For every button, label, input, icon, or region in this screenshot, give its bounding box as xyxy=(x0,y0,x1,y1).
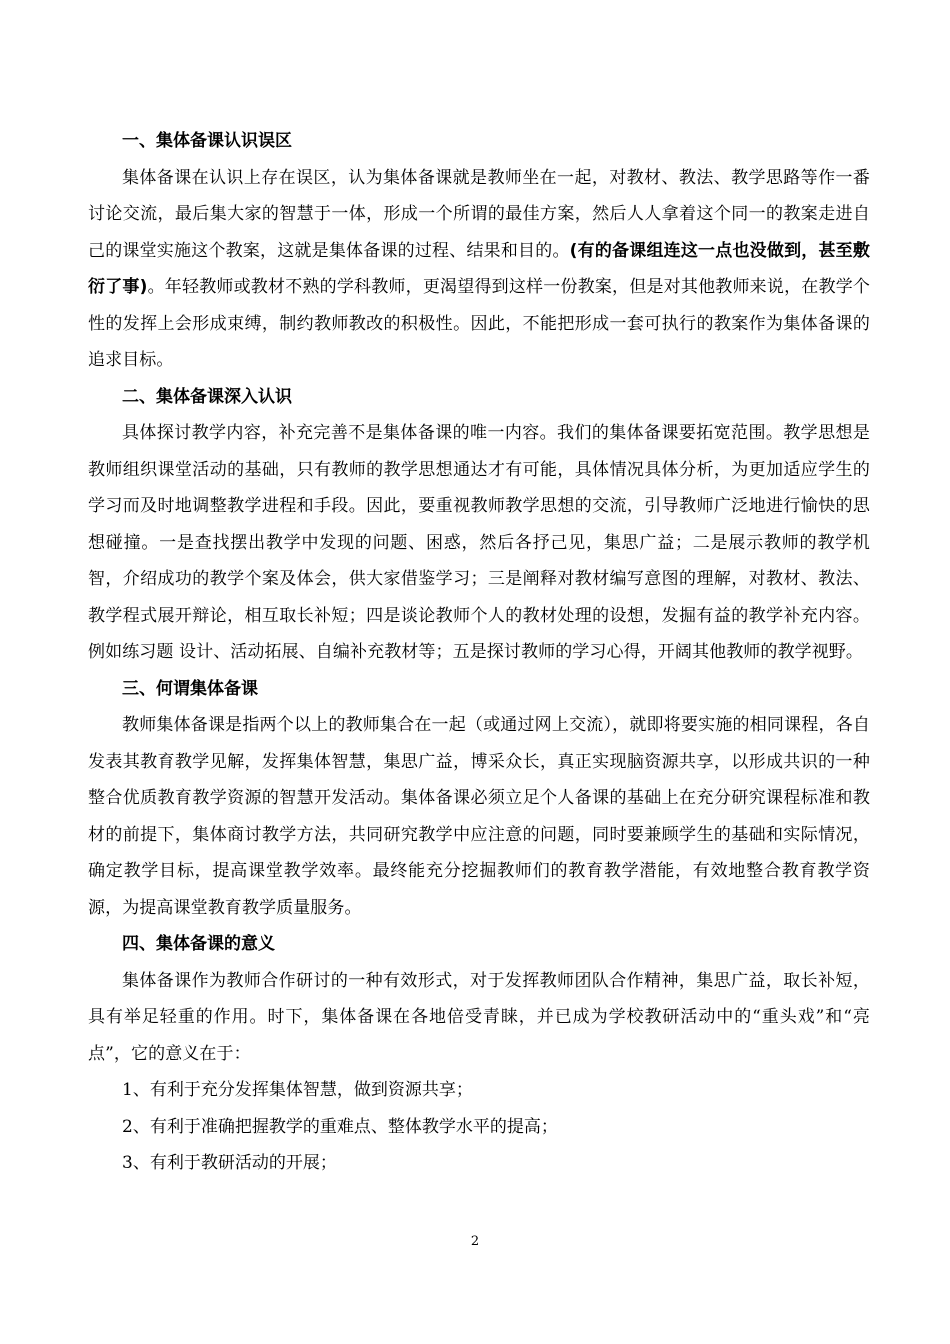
paragraph-text: 。年轻教师或教材不熟的学科教师，更渴望得到这样一份教案，但是对其他教师来说，在教学个性的发挥上会形成束缚，制约教师教改的积极性。因此，不能把形成一套可执行的教案作为集体备课的追求目标。 xyxy=(88,277,870,370)
bold-remark: (有的备课组连这一点也没做到，甚至敷衍了事) xyxy=(88,240,870,297)
list-item: 3、有利于教研活动的开展； xyxy=(122,1153,337,1173)
page-number: 2 xyxy=(470,1234,480,1249)
section-heading-1: 一、集体备课认识误区 xyxy=(122,131,292,151)
list-item: 1、有利于充分发挥集体智慧，做到资源共享； xyxy=(122,1080,473,1100)
section-heading-3: 三、何谓集体备课 xyxy=(122,678,258,699)
section-heading-2: 二、集体备课深入认识 xyxy=(122,386,292,407)
section-paragraph-1 xyxy=(88,160,870,379)
paragraph-text: 集体备课在认识上存在误区，认为集体备课就是教师坐在一起，对教材、教法、教学思路等作一番讨论交流，最后集大家的智慧于一体，形成一个所谓的最佳方案，然后人人拿着这个同一的教案走进自己的课堂实施这个教案，这就是集体备课的过程、结果和目的。 xyxy=(88,167,870,261)
section-heading-4: 四、集体备课的意义 xyxy=(122,934,275,954)
section-paragraph-4: 集体备课作为教师合作研讨的一种有效形式，对于发挥教师团队合作精神，集思广益，取长补短，具有举足轻重的作用。时下，集体备课在各地倍受青睐，并已成为学校教研活动中的“重头戏”和“亮点”，它的意义在于： xyxy=(88,970,870,1064)
document-body xyxy=(88,123,870,1182)
section-paragraph-3: 教师集体备课是指两个以上的教师集合在一起（或通过网上交流），就即将要实施的相同课程，各自发表其教育教学见解，发挥集体智慧，集思广益，博采众长，真正实现脑资源共享，以形成共识的一种整合优质教育教学资源的智慧开发活动。集体备课必须立足个人备课的基础上在充分研究课程标准和教材的前提下，集体商讨教学方法，共同研究教学中应注意的问题，同时要兼顾学生的基础和实际情况，确定教学目标，提高课堂教学效率。最终能充分挖掘教师们的教育教学潜能，有效地整合教育教学资源，为提高课堂教育教学质量服务。 xyxy=(88,715,870,918)
list-item: 2、有利于准确把握教学的重难点、整体教学水平的提高； xyxy=(122,1116,558,1137)
section-paragraph-2: 具体探讨教学内容，补充完善不是集体备课的唯一内容。我们的集体备课要拓宽范围。教学思想是教师组织课堂活动的基础，只有教师的教学思想通达才有可能，具体情况具体分析，为更加适应学生的学习而及时地调整教学进程和手段。因此，要重视教师教学思想的交流，引导教师广泛地进行愉快的思想碰撞。一是查找摆出教学中发现的问题、困惑，然后各抒己见，集思广益；二是展示教师的教学机智，介绍成功的教学个案及体会，供大家借鉴学习；三是阐释对教材编写意图的理解，对教材、教法、教学程式展开辩论，相互取长补短；四是谈论教师个人的教材处理的设想，发掘有益的教学补充内容。例如练习题 设计、活动拓展、自编补充教材等；五是探讨教师的学习心得，开阔其他教师的教学视野。 xyxy=(88,423,870,662)
